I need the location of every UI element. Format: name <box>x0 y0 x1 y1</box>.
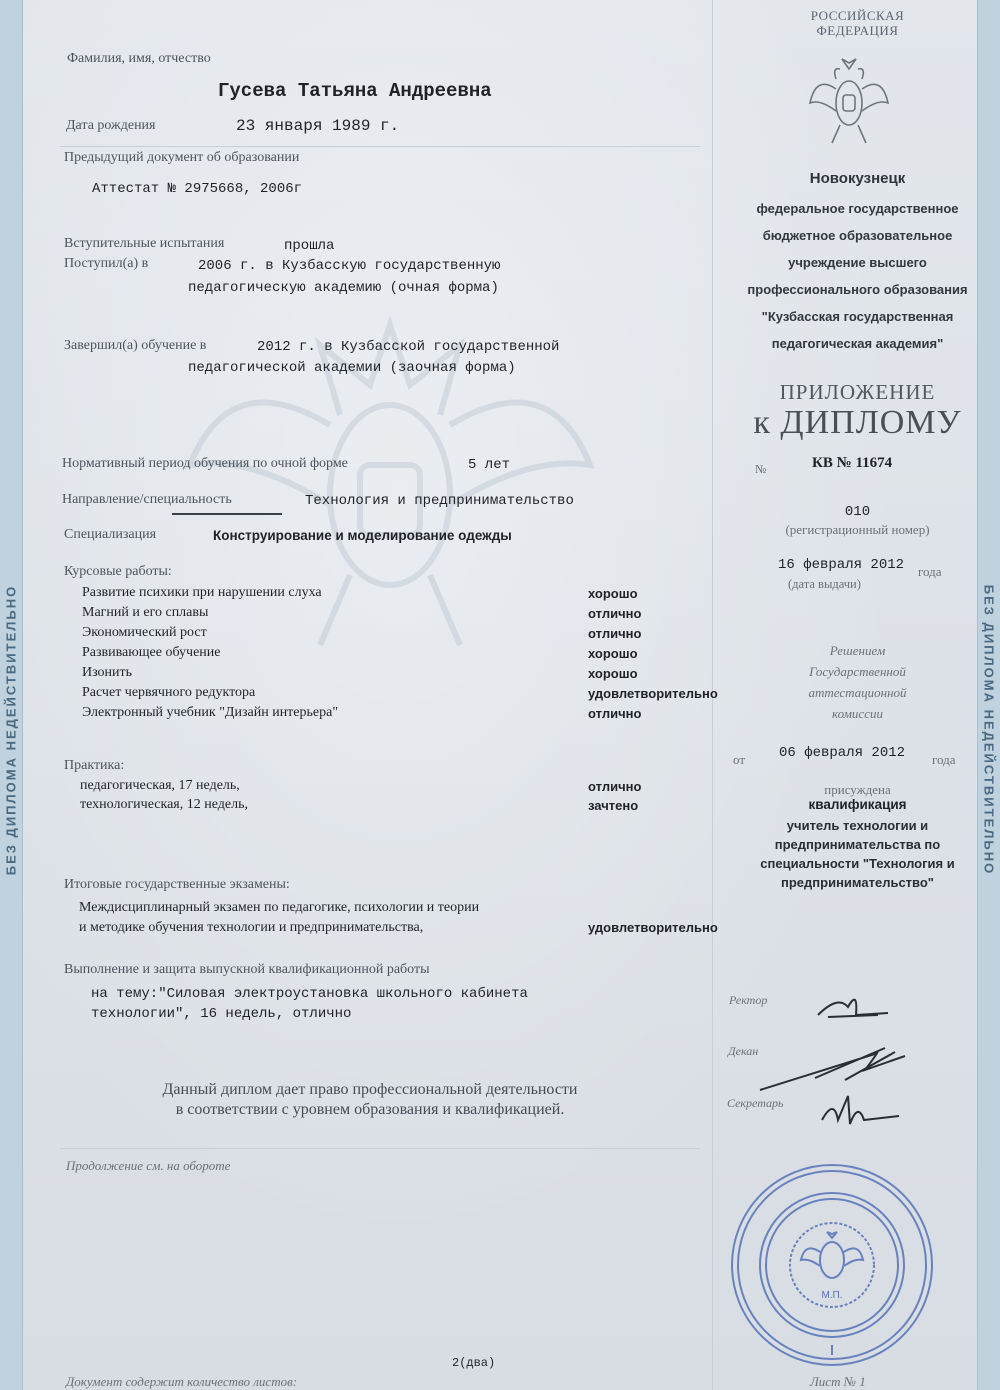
enrolled-value-2: педагогическую академию (очная форма) <box>188 280 499 296</box>
supplement-number: КВ № 11674 <box>812 455 893 471</box>
course-grade: хорошо <box>588 646 638 661</box>
organization-line: учреждение высшего <box>788 255 927 270</box>
course-name: Экономический рост <box>82 625 207 640</box>
course-grade: удовлетворительно <box>588 686 718 701</box>
organization-name <box>735 195 980 357</box>
course-grade: хорошо <box>588 666 638 681</box>
registration-label: (регистрационный номер) <box>785 522 930 537</box>
secretary-signature-icon <box>814 1090 904 1130</box>
rector-label: Ректор <box>729 993 768 1007</box>
qualification-text <box>735 816 980 892</box>
stamp-center-text: М.П. <box>821 1290 843 1301</box>
course-grade: отлично <box>588 706 642 721</box>
country-line-1: РОССИЙСКАЯ <box>810 8 905 23</box>
left-border <box>0 0 23 1390</box>
decision-line: комиссии <box>832 706 883 721</box>
decision-date-suffix: года <box>932 752 956 767</box>
coursework-heading: Курсовые работы: <box>64 564 172 579</box>
period-label: Нормативный период обучения по очной форме <box>62 456 348 471</box>
entrance-value: прошла <box>284 238 335 254</box>
qualification-line: учитель технологии и <box>786 818 929 833</box>
country-line-2: ФЕДЕРАЦИЯ <box>816 23 899 38</box>
issue-date: 16 февраля 2012 <box>778 557 905 573</box>
organization-line: педагогическая академия" <box>771 336 944 351</box>
exam-line-1: Междисциплинарный экзамен по педагогике, психологии и теории <box>79 900 480 915</box>
sheets-count: 2(два) <box>452 1356 496 1370</box>
practice-name: педагогическая, 17 недель, <box>80 778 240 793</box>
decision-line: Решением <box>829 643 886 658</box>
title-line-2: к ДИПЛОМУ <box>753 404 962 441</box>
coat-of-arms-icon <box>806 55 892 147</box>
entrance-label: Вступительные испытания <box>64 236 225 251</box>
name-label: Фамилия, имя, отчество <box>67 51 211 66</box>
sheet-number: Лист № 1 <box>810 1374 866 1389</box>
direction-value: Технология и предпринимательство <box>305 493 574 509</box>
registration-number: 010 <box>844 504 871 520</box>
practice-heading: Практика: <box>64 758 125 773</box>
rights-text <box>60 1080 680 1120</box>
course-name: Развитие психики при нарушении слуха <box>82 585 322 600</box>
finished-value-2: педагогической академии (заочная форма) <box>188 360 516 376</box>
decision-text <box>735 640 980 724</box>
prev-doc-label: Предыдущий документ об образовании <box>64 150 300 165</box>
divider <box>60 1148 700 1149</box>
divider <box>60 146 700 147</box>
practice-grade: отлично <box>588 779 642 794</box>
secretary-label: Секретарь <box>727 1096 784 1110</box>
continued-note: Продолжение см. на обороте <box>66 1158 231 1173</box>
qualification-line: специальности "Технология и <box>760 856 955 871</box>
specialization-label: Специализация <box>64 527 157 542</box>
sheets-label: Документ содержит количество листов: <box>66 1374 298 1389</box>
specialization-value: Конструирование и моделирование одежды <box>213 528 512 543</box>
awarded-label: присуждена <box>824 782 891 797</box>
dean-signature-icon <box>755 1040 915 1096</box>
direction-underline <box>172 513 282 515</box>
course-grade: отлично <box>588 606 642 621</box>
thesis-line-2: технологии", 16 недель, отлично <box>91 1006 352 1022</box>
exams-heading: Итоговые государственные экзамены: <box>64 877 290 892</box>
course-name: Расчет червячного редуктора <box>82 685 256 700</box>
rights-line-1: Данный диплом дает право профессиональной деятельности <box>162 1081 578 1098</box>
issue-date-label: (дата выдачи) <box>788 577 861 591</box>
course-name: Изонить <box>82 665 133 680</box>
organization-line: профессионального образования <box>747 282 968 297</box>
country-name <box>735 8 980 38</box>
course-grade: хорошо <box>588 586 638 601</box>
background-emblem-icon <box>170 305 610 665</box>
organization-line: федеральное государственное <box>756 201 959 216</box>
finished-value-1: 2012 г. в Кузбасской государственной <box>257 339 560 355</box>
organization-line: бюджетное образовательное <box>762 228 953 243</box>
organization-line: "Кузбасская государственная <box>761 309 954 324</box>
title-line-1: ПРИЛОЖЕНИЕ <box>779 380 936 404</box>
direction-label: Направление/специальность <box>62 492 232 507</box>
thesis-line-1: на тему:"Силовая электроустановка школьного кабинета <box>91 986 528 1002</box>
rector-signature-icon <box>808 985 898 1025</box>
decision-line: Государственной <box>809 664 906 679</box>
course-name: Электронный учебник "Дизайн интерьера" <box>82 705 339 720</box>
enrolled-label: Поступил(а) в <box>64 256 149 271</box>
birth-date: 23 января 1989 г. <box>236 117 400 135</box>
prev-doc-value: Аттестат № 2975668, 2006г <box>92 181 303 197</box>
city: Новокузнецк <box>809 170 906 187</box>
exam-line-2: и методике обучения технологии и предпринимательства, <box>79 920 424 935</box>
decision-from-label: от <box>733 752 746 767</box>
course-grade: отлично <box>588 626 642 641</box>
thesis-heading: Выполнение и защита выпускной квалификационной работы <box>64 962 430 977</box>
right-border <box>977 0 1000 1390</box>
dean-label: Декан <box>728 1044 759 1058</box>
period-value: 5 лет <box>468 457 511 473</box>
rights-line-2: в соответствии с уровнем образования и квалификацией. <box>175 1101 565 1118</box>
decision-line: аттестационной <box>808 685 907 700</box>
number-mark: № <box>755 462 767 476</box>
qualification-line: предпринимательства по <box>774 837 941 852</box>
qualification-label: квалификация <box>808 797 907 812</box>
finished-label: Завершил(а) обучение в <box>64 338 207 353</box>
course-name: Развивающее обучение <box>82 645 221 660</box>
full-name: Гусева Татьяна Андреевна <box>218 80 492 102</box>
course-name: Магний и его сплавы <box>82 605 209 620</box>
decision-date: 06 февраля 2012 <box>779 745 906 761</box>
issue-date-suffix: года <box>918 564 942 579</box>
practice-grade: зачтено <box>588 798 639 813</box>
exam-grade: удовлетворительно <box>588 920 718 935</box>
practice-name: технологическая, 12 недель, <box>80 797 248 812</box>
enrolled-value-1: 2006 г. в Кузбасскую государственную <box>198 258 501 274</box>
border-text-right: БЕЗ ДИПЛОМА НЕДЕЙСТВИТЕЛЬНО <box>981 584 997 876</box>
border-text-left: БЕЗ ДИПЛОМА НЕДЕЙСТВИТЕЛЬНО <box>3 584 19 876</box>
birth-label: Дата рождения <box>66 118 156 133</box>
qualification-line: предпринимательство" <box>781 875 934 890</box>
official-stamp-icon <box>727 1160 937 1370</box>
